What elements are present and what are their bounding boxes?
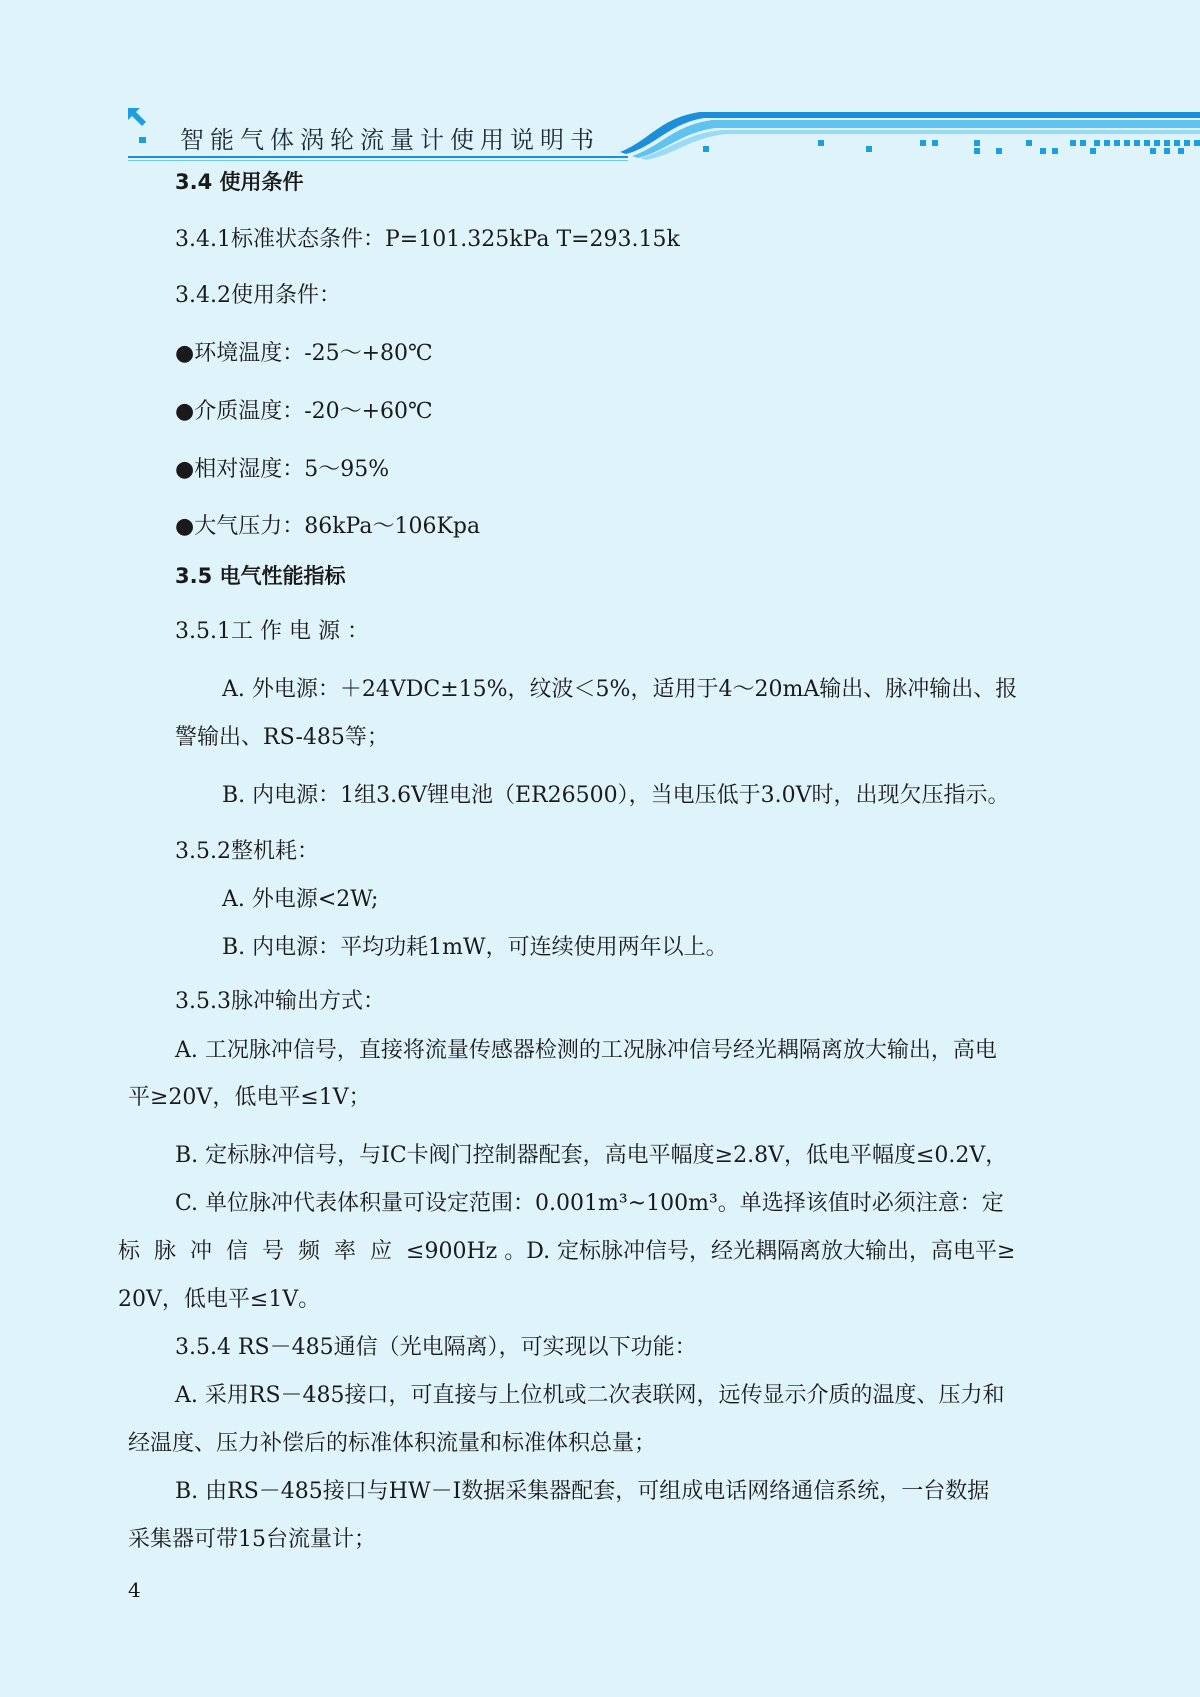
line-3-5-2: 3.5.2整机耗： — [175, 839, 319, 864]
line-3-5-3-a-cont: 平≥20V，低电平≤1V； — [128, 1085, 371, 1110]
line-3-5-1: 3.5.1工 作 电 源 ： — [175, 619, 369, 644]
line-3-5-3-c: C. 单位脉冲代表体积量可设定范围：0.001m³~100m³。单选择该值时必须注意：定 — [175, 1191, 1004, 1216]
bullet-pressure: ●大气压力：86kPa～106Kpa — [175, 514, 481, 539]
document-title: 智能气体涡轮流量计使用说明书 — [180, 126, 600, 154]
arrow-logo-icon — [128, 108, 146, 143]
line-3-5-2-a: A. 外电源<2W; — [222, 887, 379, 912]
page-header — [0, 0, 1200, 170]
section-heading-3-4: 3.4 使用条件 — [175, 170, 304, 194]
line-3-5-1-a: A. 外电源：＋24VDC±15%，纹波＜5%，适用于4～20mA输出、脉冲输出、报 — [222, 677, 1018, 702]
text: ≤900Hz 。D. 定标脉冲信号，经光耦隔离放大输出，高电平≥ — [406, 1239, 1016, 1264]
line-3-5-4-b: B. 由RS－485接口与HW－Ⅰ数据采集器配套，可组成电话网络通信系统，一台数据 — [175, 1479, 990, 1504]
line-3-5-3-b: B. 定标脉冲信号，与IC卡阀门控制器配套，高电平幅度≥2.8V，低电平幅度≤0.2V， — [175, 1143, 1008, 1168]
line-3-5-1-a-cont: 警输出、RS-485等； — [175, 725, 389, 750]
pixel-squares-decoration — [703, 140, 1200, 154]
bullet-ambient-temp: ●环境温度：-25～+80℃ — [175, 341, 433, 366]
line-3-5-3-a: A. 工况脉冲信号，直接将流量传感器检测的工况脉冲信号经光耦隔离放大输出，高电 — [175, 1038, 997, 1063]
line-3-5-3-c-cont — [118, 1238, 1016, 1266]
page-number: 4 — [128, 1578, 141, 1602]
line-3-5-4-a-cont: 经温度、压力补偿后的标准体积流量和标准体积总量； — [128, 1431, 657, 1456]
section-heading-3-5: 3.5 电气性能指标 — [175, 564, 346, 588]
line-3-5-4-b-cont: 采集器可带15台流量计； — [128, 1527, 376, 1552]
line-3-5-2-b: B. 内电源：平均功耗1mW，可连续使用两年以上。 — [222, 935, 728, 960]
bullet-medium-temp: ●介质温度：-20～+60℃ — [175, 399, 433, 424]
line-3-5-3-c-end: 20V，低电平≤1V。 — [118, 1287, 321, 1312]
spaced-text: 标脉冲信号频率应 — [118, 1239, 407, 1264]
line-3-5-3: 3.5.3脉冲输出方式： — [175, 989, 385, 1014]
bullet-humidity: ●相对湿度：5～95% — [175, 457, 390, 482]
line-3-5-4-a: A. 采用RS－485接口，可直接与上位机或二次表联网，远传显示介质的温度、压力和 — [175, 1383, 1005, 1408]
line-3-5-1-b: B. 内电源：1组3.6V锂电池（ER26500），当电压低于3.0V时，出现欠压指示。 — [222, 783, 1010, 808]
line-3-4-1: 3.4.1标准状态条件：P=101.325kPa T=293.15k — [175, 227, 680, 252]
line-3-4-2: 3.4.2使用条件： — [175, 283, 341, 308]
line-3-5-4: 3.5.4 RS－485通信（光电隔离），可实现以下功能： — [175, 1335, 697, 1360]
